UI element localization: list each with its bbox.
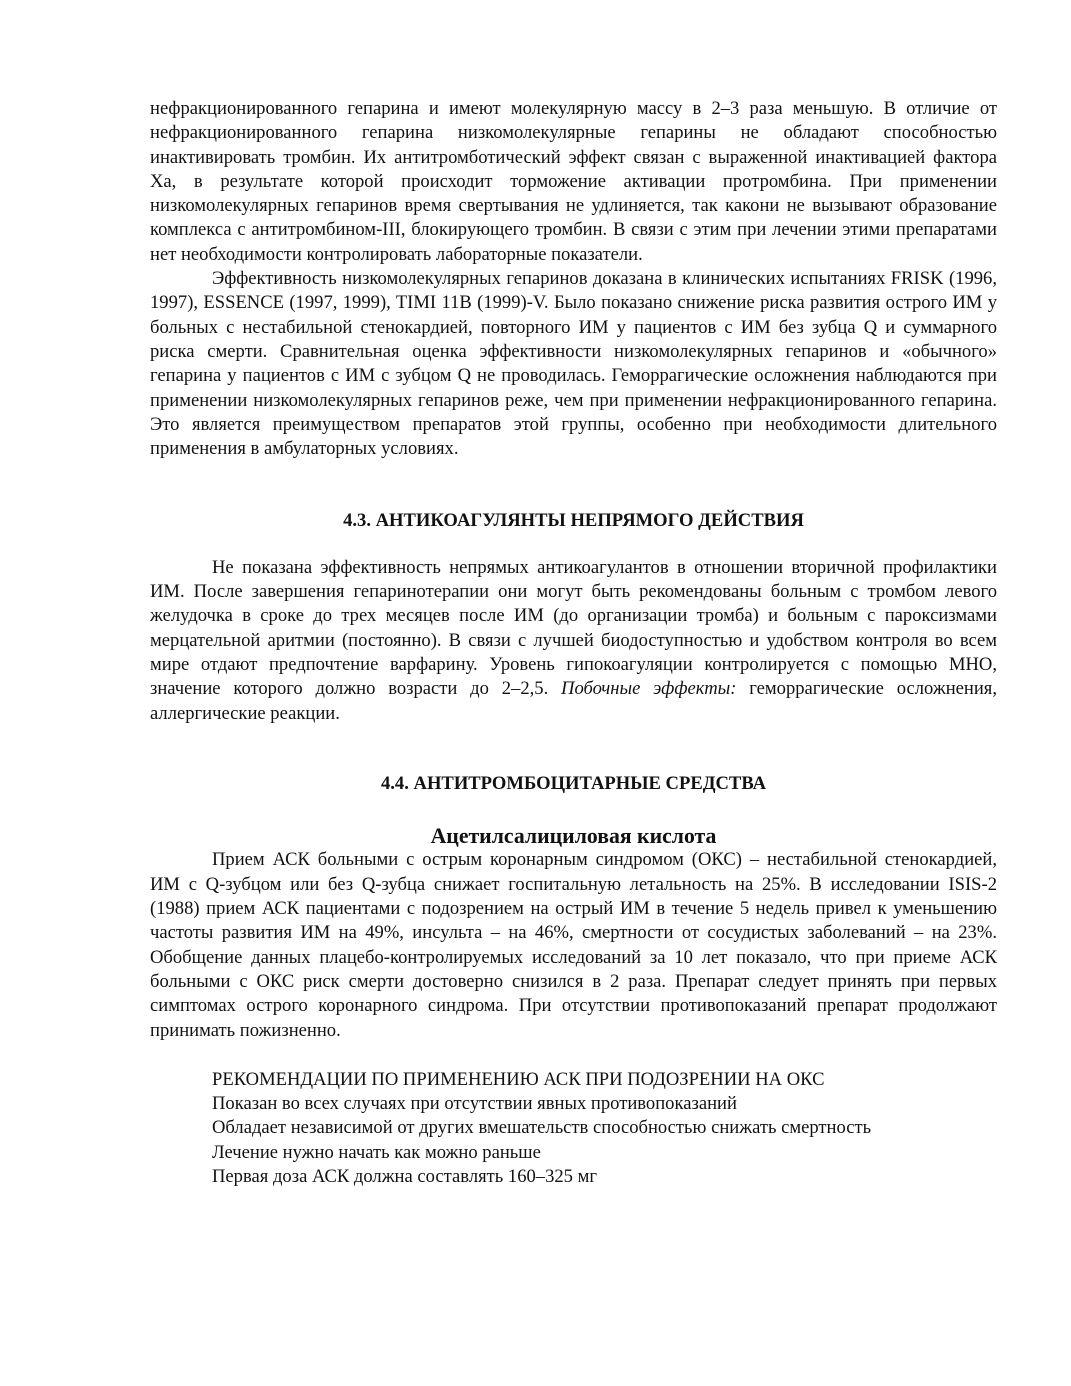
paragraph-text-part: Не показана эффективность непрямых антикоагулантов в отношении вторичной профилактики ИМ. После завершения гепаринотерапии они могут быть рекомендованы больным с тромбом левого желудочка в сроке до трех месяцев после ИМ (до организации тромба) и больным с пароксизмами мерцательной аритмии (постоянно). В связи с лучшей биодоступностью и удобством контроля во всем мире отдают предпочтение варфарину. Уровень гипокоагуляции контролируется с помощью МНО, значение которого должно возрасти до 2–2,5.	[150, 556, 997, 700]
section-heading-4-4: 4.4. АНТИТРОМБОЦИТАРНЫЕ СРЕДСТВА	[380, 772, 766, 794]
recommendation-item: Лечение нужно начать как можно раньше	[212, 1141, 541, 1163]
section-heading-4-3: 4.3. АНТИКОАГУЛЯНТЫ НЕПРЯМОГО ДЕЙСТВИЯ	[343, 510, 804, 532]
recommendation-item: Обладает независимой от других вмешательств способностью снижать смертность	[212, 1117, 872, 1139]
recommendation-item: Первая доза АСК должна составлять 160–325 мг	[212, 1165, 598, 1187]
paragraph-ask-acs: Прием АСК больными с острым коронарным синдромом (ОКС) – нестабильной стенокардией, ИМ с Q-зубцом или без Q-зубца снижает госпитальную летальность на 25%. В исследовании ISIS-2 (1988) прием АСК пациентами с подозрением на острый ИМ в течение 5 недель привел к уменьшению частоты развития ИМ на 49%, инсульта – на 46%, смертности от сосудистых заболеваний – на 23%. Обобщение данных плацебо-контролируемых исследований за 10 лет показало, что при приеме АСК больными с ОКС риск смерти достоверно снизился в 2 раза. Препарат следует принять при первых симптомах острого коронарного синдрома. При отсутствии противопоказаний препарат продолжают принимать пожизненно.	[150, 849, 997, 1041]
recommendation-item: Показан во всех случаях при отсутствии явных противопоказаний	[212, 1093, 737, 1115]
recommendations-title: РЕКОМЕНДАЦИИ ПО ПРИМЕНЕНИЮ АСК ПРИ ПОДОЗРЕНИИ НА ОКС	[212, 1068, 825, 1090]
paragraph-lmwh-efficacy: Эффективность низкомолекулярных гепаринов доказана в клинических испытаниях FRISK (1996, 1997), ESSENCE (1997, 1999), TIMI 11B (1999)-V. Было показано снижение риска развития острого ИМ у больных с нестабильной стенокардией, повторного ИМ у пациентов с ИМ без зубца Q и суммарного риска смерти. Сравнительная оценка эффективности низкомолекулярных гепаринов и «обычного» гепарина у пациентов с ИМ с зубцом Q не проводилась. Геморрагические осложнения наблюдаются при применении низкомолекулярных гепаринов реже, чем при применении нефракционированного гепарина. Это является преимуществом препаратов этой группы, особенно при необходимости длительного применения в амбулаторных условиях.	[150, 268, 997, 460]
side-effects-label: Побочные эффекты:	[561, 678, 737, 700]
paragraph-text-part: геморрагические осложнения, аллергические реакции.	[150, 678, 998, 724]
recommendations-list	[150, 1068, 997, 1189]
paragraph-heparin-intro: нефракционированного гепарина и имеют молекулярную массу в 2–3 раза меньшую. В отличие от нефракционированного гепарина низкомолекулярные гепарины не обладают способностью инактивировать тромбин. Их антитромботический эффект связан с выраженной инактивацией фактора Ха, в результате которой происходит торможение активации протромбина. При применении низкомолекулярных гепаринов время свертывания не удлиняется, так какони не вызывают образование комплекса с антитромбином-III, блокирующего тромбин. В связи с этим при лечении этими препаратами нет необходимости контролировать лабораторные показатели.	[150, 98, 997, 265]
paragraph-indirect-anticoagulants	[150, 556, 997, 726]
subheading-acetylsalicylic-acid: Ацетилсалициловая кислота	[430, 824, 717, 849]
document-page	[150, 97, 997, 1189]
